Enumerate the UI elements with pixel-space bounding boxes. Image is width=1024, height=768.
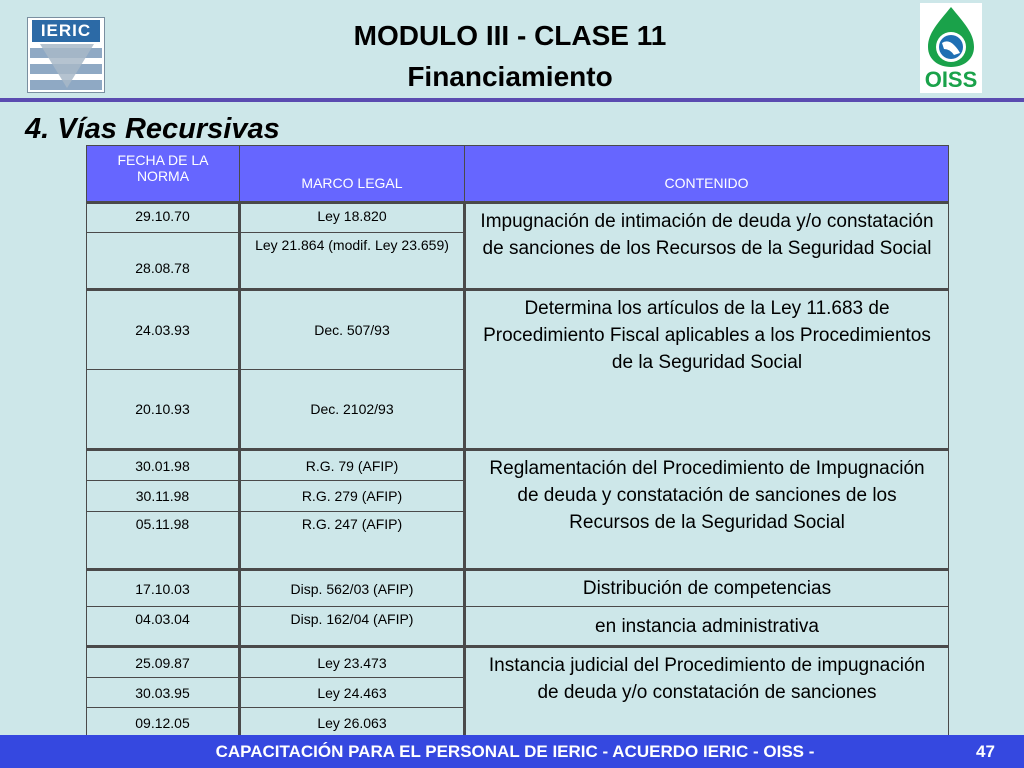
footer-bar [0, 735, 1024, 768]
date-cell: 24.03.93 [87, 290, 240, 370]
date-cell: 30.03.95 [87, 678, 240, 708]
slide-subtitle: Financiamiento [407, 61, 613, 92]
law-cell: Disp. 562/03 (AFIP) [240, 570, 465, 607]
law-cell: Dec. 507/93 [240, 290, 465, 370]
law-cell: R.G. 279 (AFIP) [240, 481, 465, 512]
law-cell: Ley 21.864 (modif. Ley 23.659) [240, 233, 465, 290]
date-cell: 30.11.98 [87, 481, 240, 512]
date-cell: 29.10.70 [87, 203, 240, 233]
law-cell: Ley 18.820 [240, 203, 465, 233]
content-cell: Determina los artículos de la Ley 11.683 de Procedimiento Fiscal aplicables a los Procedimientos de la Seguridad Social [465, 290, 949, 450]
date-cell: 25.09.87 [87, 647, 240, 678]
table-row [87, 203, 949, 233]
content-cell: Distribución de competencias [465, 570, 949, 607]
law-cell: Ley 23.473 [240, 647, 465, 678]
date-cell: 30.01.98 [87, 450, 240, 481]
oiss-logo-text: OISS [924, 67, 978, 92]
column-header: FECHA DE LA NORMA [87, 146, 240, 203]
content-cell: Reglamentación del Procedimiento de Impugnación de deuda y constatación de sanciones de los Recursos de la Seguridad Social [465, 450, 949, 570]
column-header: CONTENIDO [465, 146, 949, 203]
law-cell: Disp. 162/04 (AFIP) [240, 607, 465, 647]
date-cell: 17.10.03 [87, 570, 240, 607]
legal-framework-table [86, 145, 948, 735]
oiss-globe-icon [920, 3, 982, 69]
date-cell: 04.03.04 [87, 607, 240, 647]
date-cell: 20.10.93 [87, 370, 240, 450]
ieric-logo-text: IERIC [32, 20, 100, 42]
law-cell: Ley 24.463 [240, 678, 465, 708]
table-row [87, 570, 949, 607]
law-cell: R.G. 247 (AFIP) [240, 512, 465, 570]
content-cell: Impugnación de intimación de deuda y/o constatación de sanciones de los Recursos de la Seguridad Social [465, 203, 949, 290]
table-header-row [87, 146, 949, 203]
date-cell: 05.11.98 [87, 512, 240, 570]
table-row [87, 607, 949, 647]
table-row [87, 647, 949, 678]
page-number: 47 [976, 742, 995, 761]
header-divider [0, 98, 1024, 102]
ieric-triangle-icon [28, 18, 105, 93]
date-cell: 28.08.78 [87, 233, 240, 290]
ieric-logo [27, 17, 105, 93]
date-cell: 09.12.05 [87, 708, 240, 738]
law-cell: Dec. 2102/93 [240, 370, 465, 450]
footer-text: CAPACITACIÓN PARA EL PERSONAL DE IERIC - ACUERDO IERIC - OISS - [215, 742, 815, 761]
law-cell: Ley 26.063 [240, 708, 465, 738]
column-header: MARCO LEGAL [240, 146, 465, 203]
table-row [87, 450, 949, 481]
table-row [87, 290, 949, 370]
law-cell: R.G. 79 (AFIP) [240, 450, 465, 481]
content-cell: en instancia administrativa [465, 607, 949, 647]
content-cell: Instancia judicial del Procedimiento de impugnación de deuda y/o constatación de sanciones [465, 647, 949, 738]
oiss-logo [920, 3, 982, 93]
slide-title: MODULO III - CLASE 11 [353, 20, 667, 51]
section-title: 4. Vías Recursivas [25, 113, 280, 145]
